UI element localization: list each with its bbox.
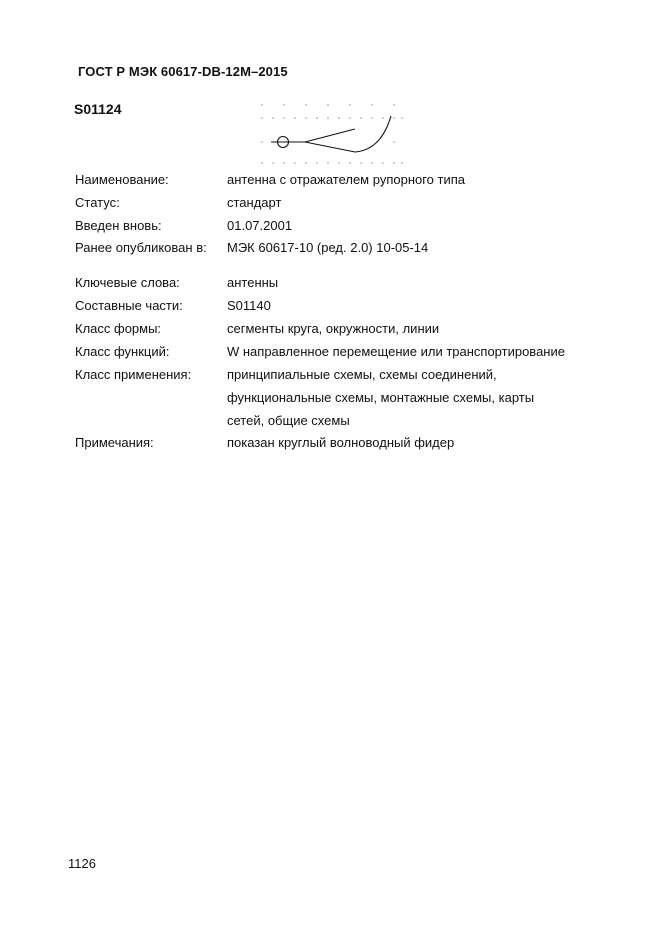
horn-lower-edge xyxy=(305,142,355,152)
field-value: МЭК 60617-10 (ред. 2.0) 10-05-14 xyxy=(227,240,429,255)
symbol-code: S01124 xyxy=(74,101,122,117)
field-row-previously-published xyxy=(0,239,661,257)
field-value: антенны xyxy=(227,275,279,290)
field-value: функциональные схемы, монтажные схемы, карты xyxy=(227,390,535,405)
field-label: Класс формы: xyxy=(75,321,162,336)
symbol-grid-dots xyxy=(261,104,402,163)
field-row-status xyxy=(0,194,661,212)
field-value: показан круглый волноводный фидер xyxy=(227,435,455,450)
field-label: Класс функций: xyxy=(75,344,170,359)
field-row-keywords xyxy=(0,274,661,292)
field-value: сегменты круга, окружности, линии xyxy=(227,321,440,336)
horn-upper-edge xyxy=(305,129,355,142)
field-label: Примечания: xyxy=(75,435,154,450)
field-row-function-class xyxy=(0,343,661,361)
field-value: принципиальные схемы, схемы соединений, xyxy=(227,367,497,382)
reflector-arc xyxy=(355,116,391,152)
field-value: W направленное перемещение или транспортирование xyxy=(227,344,565,359)
field-label: Составные части: xyxy=(75,298,183,313)
field-value: стандарт xyxy=(227,195,282,210)
document-header-title: ГОСТ Р МЭК 60617-DB-12M–2015 xyxy=(78,64,288,79)
field-row-introduced xyxy=(0,217,661,235)
field-row-application-class xyxy=(0,366,661,384)
field-value: 01.07.2001 xyxy=(227,218,293,233)
field-label: Введен вновь: xyxy=(75,218,162,233)
field-row-application-class-cont-2 xyxy=(0,412,661,430)
field-value: S01140 xyxy=(227,298,271,313)
field-label: Наименование: xyxy=(75,172,169,187)
field-label: Ключевые слова: xyxy=(75,275,180,290)
page-number: 1126 xyxy=(68,856,96,871)
field-row-notes xyxy=(0,434,661,452)
symbol-drawing xyxy=(271,116,391,152)
field-label: Ранее опубликован в: xyxy=(75,240,207,255)
field-label: Класс применения: xyxy=(75,367,192,382)
field-label: Статус: xyxy=(75,195,120,210)
field-value: антенна с отражателем рупорного типа xyxy=(227,172,466,187)
field-value: сетей, общие схемы xyxy=(227,413,350,428)
field-row-name xyxy=(0,171,661,189)
horn-antenna-reflector-symbol-icon xyxy=(255,100,405,168)
field-row-components xyxy=(0,297,661,315)
field-row-application-class-cont-1 xyxy=(0,389,661,407)
field-row-shape-class xyxy=(0,320,661,338)
